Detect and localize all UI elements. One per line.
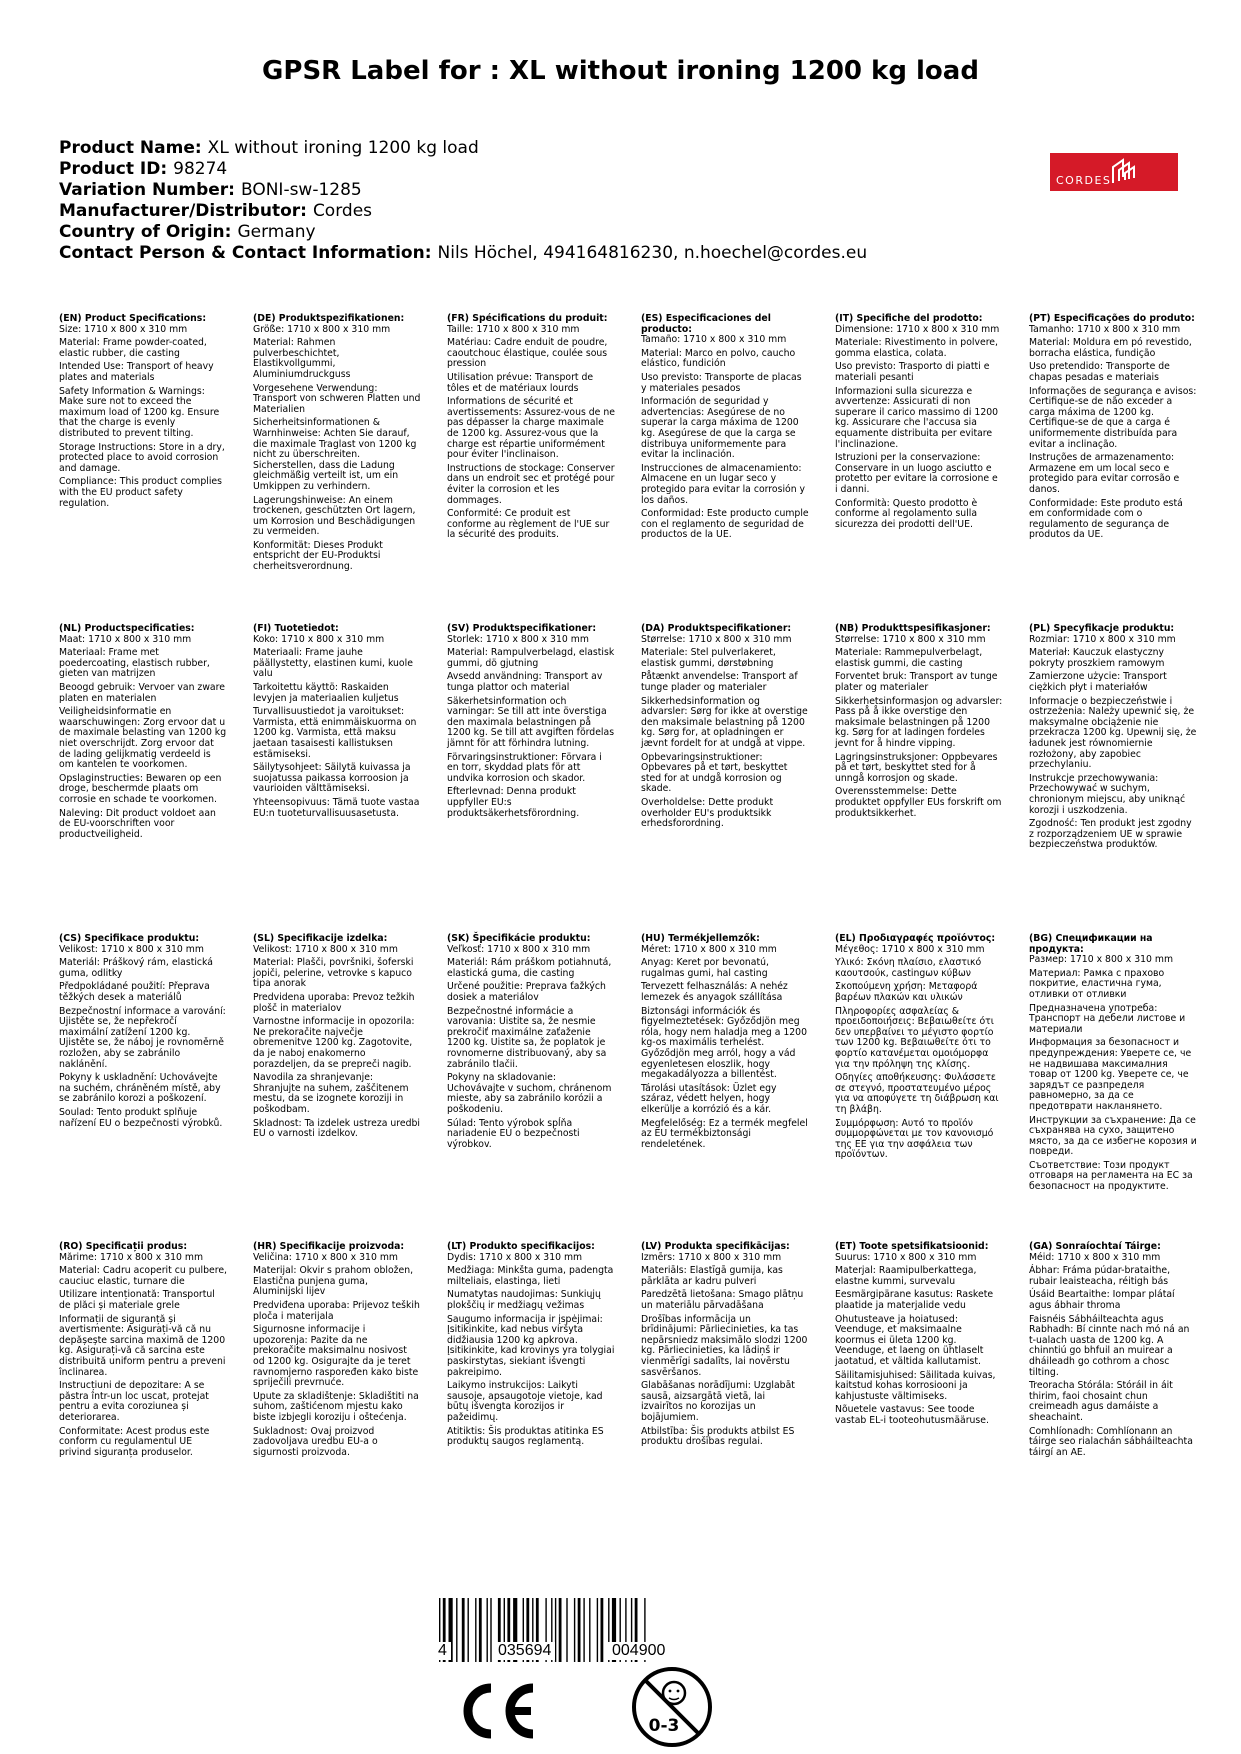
- spec-line: Størrelse: 1710 x 800 x 310 mm: [835, 633, 986, 645]
- spec-line: Izmērs: 1710 x 800 x 310 mm: [641, 1251, 782, 1263]
- spec-line: Velikost: 1710 x 800 x 310 mm: [59, 943, 204, 955]
- spec-block: [1029, 314, 1197, 541]
- spec-line: Overholdelse: Dette produkt overholder EU's produktsikk erhedsforordning.: [641, 796, 774, 830]
- spec-line: Lagringsinstruksjoner: Oppbevares på et tørt, beskyttet sted for å unngå korrosjon og skade.: [835, 751, 998, 784]
- barcode-digit-left: 4: [434, 1642, 451, 1660]
- spec-line: Pokyny na skladovanie: Uchovávajte v suchom, chránenom mieste, aby sa zabránilo korózii a poškodeniu.: [447, 1072, 612, 1115]
- spec-line: Opslaginstructies: Bewaren op een droge, beschermde plaats om corrosie en schade te voorkomen.: [59, 772, 222, 805]
- product-info-label: Country of Origin:: [59, 222, 232, 242]
- barcode-digits: [434, 1642, 714, 1664]
- spec-line: Laikymo instrukcijos: Laikyti sausoje, apsaugotoje vietoje, kad būtų išvengta korozijos ir pažeidimų.: [447, 1380, 603, 1423]
- page-title: GPSR Label for : XL without ironing 1200 kg load: [262, 56, 979, 86]
- spec-line: Material: Rahmen pulverbeschichtet, Elastikvollgummi, Aluminiumdruckguss: [253, 337, 351, 380]
- spec-title: (SK) Špecifikácie produktu:: [447, 933, 591, 944]
- spec-title: (SV) Produktspecifikationer:: [447, 623, 597, 634]
- spec-line: Размер: 1710 x 800 x 310 mm: [1029, 954, 1174, 966]
- spec-line: Dimensione: 1710 x 800 x 310 mm: [835, 323, 1000, 335]
- spec-line: Informații de siguranță și avertismente: Asigurați-vă că nu depășește sarcina maximă de 1200 kg. Asigurați-vă că sarcina este distribuită uniform pentru a preveni înclinarea.: [59, 1313, 226, 1378]
- spec-line: Soulad: Tento produkt splňuje nařízení EU o bezpečnosti výrobků.: [59, 1106, 223, 1129]
- spec-line: Méret: 1710 x 800 x 310 mm: [641, 943, 777, 955]
- spec-line: Informations de sécurité et avertissements: Assurez-vous de ne pas dépasser la charge maximale de 1200 kg. Assurez-vous que la charge est répartie uniformément pour éviter l'inclinaison.: [447, 396, 615, 461]
- spec-line: Určené použitie: Preprava ťažkých dosiek a materiálov: [447, 981, 606, 1003]
- spec-line: Påtænkt anvendelse: Transport af tunge plader og materialer: [641, 671, 798, 693]
- spec-title: (RO) Specificații produs:: [59, 1241, 188, 1252]
- spec-block: [641, 314, 809, 541]
- spec-line: Material: Marco en polvo, caucho elástico, fundición: [641, 347, 796, 370]
- spec-line: Koko: 1710 x 800 x 310 mm: [253, 633, 385, 645]
- spec-line: Ábhar: Fráma púdar-brataithe, rubair leaisteacha, réitigh bás: [1029, 1265, 1171, 1287]
- spec-line: Drošības informācija un brīdinājumi: Pārliecinieties, ka tas nepārsniedz maksimālo slodzi 1200 kg. Pārliecinieties, ka lādiņš ir vienmērīgi sadalīts, lai novērstu sasvēršanos.: [641, 1313, 808, 1378]
- spec-block: [641, 1242, 809, 1448]
- spec-block: [447, 314, 615, 541]
- spec-line: Instrucțiuni de depozitare: A se păstra într-un loc uscat, protejat pentru a evita coroziunea și deteriorarea.: [59, 1380, 209, 1423]
- spec-line: Méid: 1710 x 800 x 310 mm: [1029, 1251, 1161, 1263]
- spec-block: [447, 624, 615, 819]
- spec-line: Size: 1710 x 800 x 310 mm: [59, 323, 188, 335]
- spec-block: [1029, 624, 1197, 851]
- product-info-row: [59, 180, 867, 201]
- spec-line: Numatytas naudojimas: Sunkiųjų plokščių ir medžiagų vežimas: [447, 1289, 601, 1311]
- spec-line: Conformità: Questo prodotto è conforme al regolamento sulla sicurezza dei prodotti dell'UE.: [835, 497, 978, 530]
- spec-line: Σκοπούμενη χρήση: Μεταφορά βαρέων πλακών και υλικών: [835, 981, 978, 1003]
- spec-line: Μέγεθος: 1710 x 800 x 310 mm: [835, 943, 985, 955]
- logo-mark-icon: [1110, 157, 1136, 185]
- spec-line: Predviđena uporaba: Prijevoz teških ploča i materijala: [253, 1299, 420, 1322]
- spec-block: [253, 624, 421, 819]
- spec-title: (IT) Specifiche del prodotto:: [835, 313, 983, 324]
- spec-title: (HU) Termékjellemzők:: [641, 933, 760, 944]
- spec-line: Suurus: 1710 x 800 x 310 mm: [835, 1251, 977, 1263]
- spec-line: Materiaali: Frame jauhe päällystetty, elastinen kumi, kuole valu: [253, 647, 413, 680]
- spec-line: Faisnéis Sábháilteachta agus Rabhadh: Bí cinnte nach mó ná an t-ualach uasta de 1200 kg. A chinntiú go bhfuil an muirear a dháileadh go cothrom a chosc tilting.: [1029, 1313, 1190, 1378]
- spec-block: [835, 624, 1003, 819]
- spec-line: Úsáid Beartaithe: Iompar plátaí agus ábhair throma: [1029, 1289, 1175, 1311]
- spec-title: (ET) Toote spetsifikatsioonid:: [835, 1241, 989, 1252]
- spec-line: Comhlíonadh: Comhlíonann an táirge seo rialachán sábháilteachta táirgí an AE.: [1029, 1425, 1193, 1458]
- product-info-label: Contact Person & Contact Information:: [59, 243, 432, 263]
- spec-block: [641, 934, 809, 1150]
- spec-line: Materiale: Rivestimento in polvere, gomma elastica, colata.: [835, 337, 998, 359]
- spec-line: Paredzētā lietošana: Smago plātņu un materiālu pārvadāšana: [641, 1289, 804, 1311]
- spec-line: Tárolási utasítások: Üzlet egy száraz, védett helyen, hogy elkerülje a korrózió és a kár.: [641, 1082, 777, 1115]
- spec-line: Materiál: Rám práškom potiahnutá, elastická guma, die casting: [447, 957, 612, 979]
- spec-line: Utilizare intenționată: Transportul de plăci și materiale grele: [59, 1289, 215, 1311]
- spec-line: Información de seguridad y advertencias: Asegúrese de no superar la carga máxima de 1200 kg. Asegúrese de que la carga se distribuya uniformemente para evitar la inclinación.: [641, 396, 799, 461]
- spec-line: Συμμόρφωση: Αυτό το προϊόν συμμορφώνεται με τον κανονισμό της ΕΕ για την ασφάλεια των προϊόντων.: [835, 1117, 994, 1161]
- spec-line: Avsedd användning: Transport av tunga plattor och material: [447, 671, 603, 693]
- spec-block: [641, 624, 809, 830]
- spec-line: Информация за безопасност и предупреждения: Уверете се, че не надвишава максималния товар от 1200 kg. Уверете се, че зарядът се разпределя равномерно, за да се предотврати накланянето.: [1029, 1037, 1192, 1112]
- product-info: [59, 138, 867, 264]
- spec-line: Safety Information & Warnings: Make sure not to exceed the maximum load of 1200 kg. Ensure that the charge is evenly distributed to prevent tilting.: [59, 385, 220, 439]
- spec-block: [835, 934, 1003, 1161]
- spec-line: Materiāls: Elastīgā gumija, kas pārklāta ar kadru pulveri: [641, 1265, 783, 1287]
- spec-line: Instrukcje przechowywania: Przechowywać w suchym, chronionym miejscu, aby uniknąć korozji i uszkodzenia.: [1029, 772, 1186, 816]
- spec-line: Velikost: 1710 x 800 x 310 mm: [253, 943, 398, 955]
- product-info-value: Cordes: [312, 201, 373, 221]
- spec-line: Predvidena uporaba: Prevoz težkih plošč in materialov: [253, 991, 415, 1014]
- spec-line: Materiale: Stel pulverlakeret, elastisk gummi, dørstøbning: [641, 647, 776, 669]
- ce-mark-icon: [455, 1680, 537, 1742]
- spec-line: Opbevaringsinstruktioner: Opbevares på et tørt, beskyttet sted for at undgå korrosion og skade.: [641, 751, 788, 795]
- spec-line: Maat: 1710 x 800 x 310 mm: [59, 633, 192, 645]
- spec-line: Turvallisuustiedot ja varoitukset: Varmista, että enimmäiskuorma on 1200 kg. Varmista, että maksu jaetaan tasaisesti kallistuksen estämiseksi.: [253, 706, 417, 760]
- spec-block: [835, 1242, 1003, 1427]
- spec-block: [59, 314, 227, 509]
- spec-line: Förvaringsinstruktioner: Förvara i en torr, skyddad plats för att undvika korrosion och skador.: [447, 751, 602, 784]
- spec-line: Beoogd gebruik: Vervoer van zware platen en materialen: [59, 681, 225, 704]
- spec-line: Atitiktis: Šis produktas atitinka ES produktų saugos reglamentą.: [447, 1425, 604, 1448]
- spec-line: Conformidade: Este produto está em conformidade com o regulamento de segurança de produtos da UE.: [1029, 497, 1183, 541]
- spec-line: Bezpečnostné informácie a varovania: Uistite sa, že nesmie prekročiť maximálne zaťaženie 1200 kg. Uistite sa, že poplatok je rovnomerne distribuovaný, aby sa zabránilo tlačii.: [447, 1005, 607, 1070]
- spec-line: Tamaño: 1710 x 800 x 310 mm: [641, 334, 787, 346]
- spec-line: Konformität: Dieses Produkt entspricht der EU-Produktsi cherheitsverordnung.: [253, 539, 383, 573]
- spec-line: Biztonsági információk és figyelmeztetések: Győződjön meg róla, hogy nem haladja meg a 1200 kg-os maximális terhelést. Győződjön meg arról, hogy a vád egyenletesen eloszlik, hogy megakadályozza a billentést.: [641, 1005, 808, 1081]
- spec-title: (FR) Spécifications du produit:: [447, 313, 608, 324]
- spec-line: Naleving: Dit product voldoet aan de EU-voorschriften voor productveiligheid.: [59, 807, 216, 840]
- spec-line: Glabāšanas norādījumi: Uzglabāt sausā, aizsargātā vietā, lai izvairītos no korozijas un bojājumiem.: [641, 1380, 795, 1423]
- spec-title: (LT) Produkto specifikacijos:: [447, 1241, 595, 1252]
- spec-title: (NL) Productspecificaties:: [59, 623, 195, 634]
- spec-title: (BG) Спецификации на продукта:: [1029, 933, 1153, 955]
- spec-title: (HR) Specifikacije proizvoda:: [253, 1241, 405, 1252]
- product-info-value: XL without ironing 1200 kg load: [207, 138, 479, 158]
- spec-line: Istruzioni per la conservazione: Conservare in un luogo asciutto e protetto per evitare la corrosione e i danni.: [835, 452, 998, 495]
- spec-line: Vorgesehene Verwendung: Transport von schweren Platten und Materialien: [253, 382, 421, 415]
- spec-line: Informazioni sulla sicurezza e avvertenze: Assicurati di non superare il carico massimo di 1200 kg. Assicurare che l'accusa sia equamente distribuita per evitare l'inclinazione.: [835, 385, 999, 450]
- spec-line: Atbilstība: Šis produkts atbilst ES produktu drošības regulai.: [641, 1425, 795, 1448]
- spec-line: Forventet bruk: Transport av tunge plater og materialer: [835, 671, 998, 693]
- spec-line: Efterlevnad: Denna produkt uppfyller EU:s produktsäkerhetsförordning.: [447, 786, 580, 819]
- spec-line: Matériau: Cadre enduit de poudre, caoutchouc élastique, coulée sous pression: [447, 337, 608, 370]
- spec-line: Οδηγίες αποθήκευσης: Φυλάσσετε σε στεγνό, προστατευμένο μέρος για να αποφύγετε τη διάβρωση και τη βλάβη.: [835, 1072, 999, 1115]
- product-info-label: Product ID:: [59, 159, 168, 179]
- spec-line: Instructions de stockage: Conserver dans un endroit sec et protégé pour éviter la corrosion et les dommages.: [447, 462, 615, 506]
- spec-line: Предназначена употреба: Транспорт на дебели листове и материали: [1029, 1002, 1186, 1035]
- product-info-value: Germany: [237, 222, 316, 242]
- logo-word: CORDES: [1056, 174, 1112, 187]
- spec-line: Lagerungshinweise: An einem trockenen, geschützten Ort lagern, um Korrosion und Beschädigungen zu vermeiden.: [253, 494, 416, 538]
- spec-line: Bezpečnostní informace a varování: Ujistěte se, že nepřekročí maximální zatížení 1200 kg. Ujistěte se, že náboj je rovnoměrně rozložen, aby se zabránilo naklánění.: [59, 1005, 226, 1070]
- spec-line: Materiał: Kauczuk elastyczny pokryty proszkiem ramowym: [1029, 647, 1165, 669]
- spec-line: Größe: 1710 x 800 x 310 mm: [253, 323, 391, 335]
- product-info-value: Nils Höchel, 494164816230, n.hoechel@cordes.eu: [437, 243, 868, 263]
- product-info-row: [59, 138, 867, 159]
- spec-line: Saugumo informacija ir įspėjimai: Įsitikinkite, kad nebus viršyta didžiausia 1200 kg apkrova. Įsitikinkite, kad krovinys yra tolygiai paskirstytas, siekiant išvengti pakreipimo.: [447, 1313, 615, 1378]
- spec-block: [447, 934, 615, 1150]
- spec-line: Material: Rampulverbelagd, elastisk gummi, dö gjutning: [447, 647, 615, 669]
- product-info-label: Manufacturer/Distributor:: [59, 201, 307, 221]
- spec-title: (EN) Product Specifications:: [59, 313, 207, 324]
- product-info-row: [59, 222, 867, 243]
- product-info-value: BONI-sw-1285: [240, 180, 362, 200]
- spec-line: Tamanho: 1710 x 800 x 310 mm: [1029, 323, 1181, 335]
- spec-line: Sukladnost: Ovaj proizvod zadovoljava uredbu EU-a o sigurnosti proizvoda.: [253, 1425, 378, 1458]
- spec-line: Varnostne informacije in opozorila: Ne prekoračite največje obremenitve 1200 kg. Zagotovite, da je naboj enakomerno porazdeljen, da se prepreči nagib.: [253, 1016, 415, 1070]
- spec-line: Materiál: Práškový rám, elastická guma, odlitky: [59, 957, 213, 979]
- spec-block: [59, 624, 227, 840]
- spec-line: Zgodność: Ten produkt jest zgodny z rozporządzeniem UE w sprawie bezpieczeństwa produktów.: [1029, 818, 1192, 851]
- product-info-label: Product Name:: [59, 138, 202, 158]
- spec-line: Rozmiar: 1710 x 800 x 310 mm: [1029, 633, 1176, 645]
- spec-line: Ohutusteave ja hoiatused: Veenduge, et maksimaalne koormus ei ületa 1200 kg. Veenduge, et laeng on ühtlaselt jaotatud, et vältida kallutamist.: [835, 1313, 984, 1367]
- spec-block: [253, 314, 421, 573]
- spec-line: Storage Instructions: Store in a dry, protected place to avoid corrosion and damage.: [59, 441, 225, 474]
- spec-line: Tervezett felhasználás: A nehéz lemezek és anyagok szállítása: [641, 981, 788, 1003]
- spec-line: Zamierzone użycie: Transport ciężkich płyt i materiałów: [1029, 671, 1167, 693]
- spec-line: Υλικό: Σκόνη πλαίσιο, ελαστικό καουτσούκ, castingων κύβων: [835, 957, 982, 979]
- spec-line: Sikkerhedsinformation og advarsler: Sørg for ikke at overstige den maksimale belastning på 1200 kg. Sørg for, at opladningen er jævnt fordelt for at undgå at vippe.: [641, 695, 808, 749]
- spec-line: Upute za skladištenje: Skladištiti na suhom, zaštićenom mjestu kako biste izbjegli koroziju i oštećenja.: [253, 1390, 419, 1423]
- barcode-digit-mid: 035694: [494, 1642, 555, 1660]
- spec-line: Instruções de armazenamento: Armazene em um local seco e protegido para evitar corrosão e danos.: [1029, 452, 1180, 495]
- spec-block: [253, 934, 421, 1140]
- spec-line: Yhteensopivuus: Tämä tuote vastaa EU:n tuoteturvallisuusasetusta.: [253, 796, 420, 819]
- spec-block: [59, 1242, 227, 1458]
- spec-line: Navodila za shranjevanje: Shranjujte na suhem, zaščitenem mestu, da se izognete koroziji in poškodbam.: [253, 1072, 409, 1115]
- spec-line: Informacje o bezpieczeństwie i ostrzeżenia: Należy upewnić się, że maksymalne obciążenie nie przekracza 1200 kg. Upewnij się, że ładunek jest równomiernie rozłożony, aby zapobiec przechylaniu.: [1029, 695, 1197, 771]
- spec-line: Veličina: 1710 x 800 x 310 mm: [253, 1251, 398, 1263]
- product-info-row: [59, 243, 867, 264]
- spec-line: Material: Frame powder-coated, elastic rubber, die casting: [59, 337, 207, 359]
- cordes-logo: [1050, 153, 1178, 191]
- spec-line: Medžiaga: Minkšta guma, padengta milteliais, elastinga, lieti: [447, 1265, 614, 1287]
- spec-line: Съответствие: Този продукт отговаря на регламента на ЕС за безопасност на продуктите.: [1029, 1159, 1193, 1193]
- spec-line: Materiaal: Frame met poedercoating, elastisch rubber, gieten van matrijzen: [59, 647, 210, 680]
- spec-line: Pokyny k uskladnění: Uchovávejte na suchém, chráněném místě, aby se zabránilo korozi a poškození.: [59, 1072, 221, 1105]
- spec-title: (DA) Produktspecifikationer:: [641, 623, 792, 634]
- spec-title: (PL) Specyfikacje produktu:: [1029, 623, 1175, 634]
- spec-line: Säilitamisjuhised: Säilitada kuivas, kaitstud kohas korrosiooni ja kahjustuste vältimiseks.: [835, 1369, 996, 1402]
- spec-line: Súlad: Tento výrobok spĺňa nariadenie EÚ o bezpečnosti výrobkov.: [447, 1117, 580, 1150]
- spec-line: Veiligheidsinformatie en waarschuwingen: Zorg ervoor dat u de maximale belasting van 1200 kg niet overschrijdt. Zorg ervoor dat de lading gelijkmatig verdeeld is om kantelen te voorkomen.: [59, 706, 227, 771]
- spec-line: Anyag: Keret por bevonatú, rugalmas gumi, hal casting: [641, 957, 769, 979]
- spec-line: Overensstemmelse: Dette produktet oppfyller EUs forskrift om produktsikkerhet.: [835, 786, 1002, 819]
- spec-line: Skladnost: Ta izdelek ustreza uredbi EU o varnosti izdelkov.: [253, 1117, 421, 1140]
- spec-line: Intended Use: Transport of heavy plates and materials: [59, 361, 214, 383]
- spec-line: Veľkosť: 1710 x 800 x 310 mm: [447, 943, 591, 955]
- spec-block: [1029, 934, 1197, 1193]
- spec-line: Материал: Рамка с прахово покритие, еластична гума, отливки от отливки: [1029, 967, 1165, 1000]
- spec-line: Informações de segurança e avisos: Certifique-se de não exceder a carga máxima de 1200 kg. Certifique-se de que a carga é uniformemente distribuída para evitar a inclinação.: [1029, 385, 1197, 450]
- spec-title: (DE) Produktspezifikationen:: [253, 313, 405, 324]
- spec-block: [253, 1242, 421, 1458]
- product-info-label: Variation Number:: [59, 180, 235, 200]
- spec-block: [1029, 1242, 1197, 1458]
- spec-line: Sikkerhetsinformasjon og advarsler: Pass på å ikke overstige den maksimale belastningen på 1200 kg. Sørg for at ladingen fordeles jevnt for å hindre vipping.: [835, 695, 1003, 749]
- spec-line: Conformidad: Este producto cumple con el reglamento de seguridad de productos de la UE.: [641, 508, 809, 541]
- spec-line: Πληροφορίες ασφαλείας & προειδοποιήσεις: Βεβαιωθείτε ότι δεν υπερβαίνει το μέγιστο φορτίο των 1200 kg. Βεβαιωθείτε ότι το φορτίο κατανέμεται ομοιόμορφα για την πρόληψη της κλίσης.: [835, 1005, 994, 1070]
- spec-line: Sigurnosne informacije i upozorenja: Pazite da ne prekoračite maksimalnu nosivost od 1200 kg. Osigurajte da je teret ravnomjerno raspoređen kako biste spriječili prevrnuće.: [253, 1324, 419, 1389]
- spec-line: Storlek: 1710 x 800 x 310 mm: [447, 633, 589, 645]
- spec-title: (FI) Tuotetiedot:: [253, 623, 339, 634]
- spec-line: Materijal: Okvir s prahom obložen, Elastična punjena guma, Aluminijski lijev: [253, 1265, 414, 1298]
- barcode-digit-right: 004900: [608, 1642, 669, 1660]
- spec-line: Conformité: Ce produit est conforme au règlement de l'UE sur la sécurité des produits.: [447, 508, 610, 541]
- spec-line: Materiale: Rammepulverbelagt, elastisk gummi, die casting: [835, 647, 983, 669]
- spec-line: Utilisation prévue: Transport de tôles et de matériaux lourds: [447, 371, 594, 394]
- spec-title: (NB) Produkttspesifikasjoner:: [835, 623, 991, 634]
- spec-block: [59, 934, 227, 1129]
- spec-block: [447, 1242, 615, 1448]
- spec-line: Instrucciones de almacenamiento: Almacene en un lugar seco y protegido para evitar la corrosión y los daños.: [641, 462, 806, 506]
- spec-line: Material: Moldura em pó revestido, borracha elástica, fundição: [1029, 337, 1192, 359]
- spec-line: Nõuetele vastavus: See toode vastab EL-i tooteohutusmääruse.: [835, 1404, 989, 1426]
- spec-line: Sicherheitsinformationen & Warnhinweise: Achten Sie darauf, die maximale Traglast von 1200 kg nicht zu überschreiten. Sicherstellen, dass die Ladung gleichmäßig verteilt ist, um ein Umkippen zu verhindern.: [253, 417, 417, 492]
- spec-title: (SL) Specifikacije izdelka:: [253, 933, 388, 944]
- spec-title: (GA) Sonraíochtaí Táirge:: [1029, 1241, 1161, 1252]
- spec-line: Tarkoitettu käyttö: Raskaiden levyjen ja materiaalien kuljetus: [253, 681, 399, 704]
- age-warning-icon: [630, 1665, 714, 1749]
- spec-line: Uso pretendido: Transporte de chapas pesadas e materiais: [1029, 361, 1170, 383]
- spec-title: (CS) Specifikace produktu:: [59, 933, 200, 944]
- spec-line: Инструкции за съхранение: Да се съхранява на сухо, защитено място, за да се избегне корозия и повреди.: [1029, 1114, 1197, 1158]
- product-info-row: [59, 201, 867, 222]
- age-warning-text: 0-3: [648, 1716, 680, 1736]
- spec-line: Material: Plašči, površniki, šoferski jopiči, pelerine, vetrovke s kapuco tipa anorak: [253, 957, 414, 990]
- spec-line: Säkerhetsinformation och varningar: Se till att inte överstiga den maximala belastningen på 1200 kg. Se till att avgiften fördelas jämnt för att förhindra lutning.: [447, 695, 615, 749]
- spec-line: Conformitate: Acest produs este conform cu regulamentul UE privind siguranța produselor.: [59, 1425, 210, 1458]
- spec-block: [835, 314, 1003, 530]
- spec-title: (LV) Produkta specifikācijas:: [641, 1241, 790, 1252]
- spec-title: (ES) Especificaciones del producto:: [641, 313, 771, 335]
- spec-title: (PT) Especificações do produto:: [1029, 313, 1195, 324]
- spec-line: Eesmärgipärane kasutus: Raskete plaatide ja materjalide vedu: [835, 1289, 994, 1311]
- product-info-row: [59, 159, 867, 180]
- spec-line: Dydis: 1710 x 800 x 310 mm: [447, 1251, 583, 1263]
- product-info-value: 98274: [173, 159, 228, 179]
- spec-line: Säilytysohjeet: Säilytä kuivassa ja suojatussa paikassa korroosion ja vaurioiden välttämiseksi.: [253, 762, 411, 795]
- spec-line: Taille: 1710 x 800 x 310 mm: [447, 323, 580, 335]
- spec-line: Uso previsto: Trasporto di piatti e materiali pesanti: [835, 361, 990, 383]
- spec-line: Předpokládané použití: Přeprava těžkých desek a materiálů: [59, 981, 210, 1003]
- spec-line: Mărime: 1710 x 800 x 310 mm: [59, 1251, 204, 1263]
- spec-line: Compliance: This product complies with the EU product safety regulation.: [59, 476, 222, 509]
- spec-line: Uso previsto: Transporte de placas y materiales pesados: [641, 371, 802, 394]
- spec-line: Material: Cadru acoperit cu pulbere, cauciuc elastic, turnare die: [59, 1265, 227, 1287]
- spec-line: Materjal: Raamipulberkattega, elastne kummi, survevalu: [835, 1265, 977, 1287]
- spec-line: Treoracha Stórála: Stóráil in áit thirim, faoi chosaint chun creimeadh agus damáiste a sheachaint.: [1029, 1380, 1173, 1423]
- spec-line: Megfelelőség: Ez a termék megfelel az EU termékbiztonsági rendeletének.: [641, 1117, 808, 1150]
- spec-title: (EL) Προδιαγραφές προϊόντος:: [835, 933, 996, 944]
- spec-line: Størrelse: 1710 x 800 x 310 mm: [641, 633, 792, 645]
